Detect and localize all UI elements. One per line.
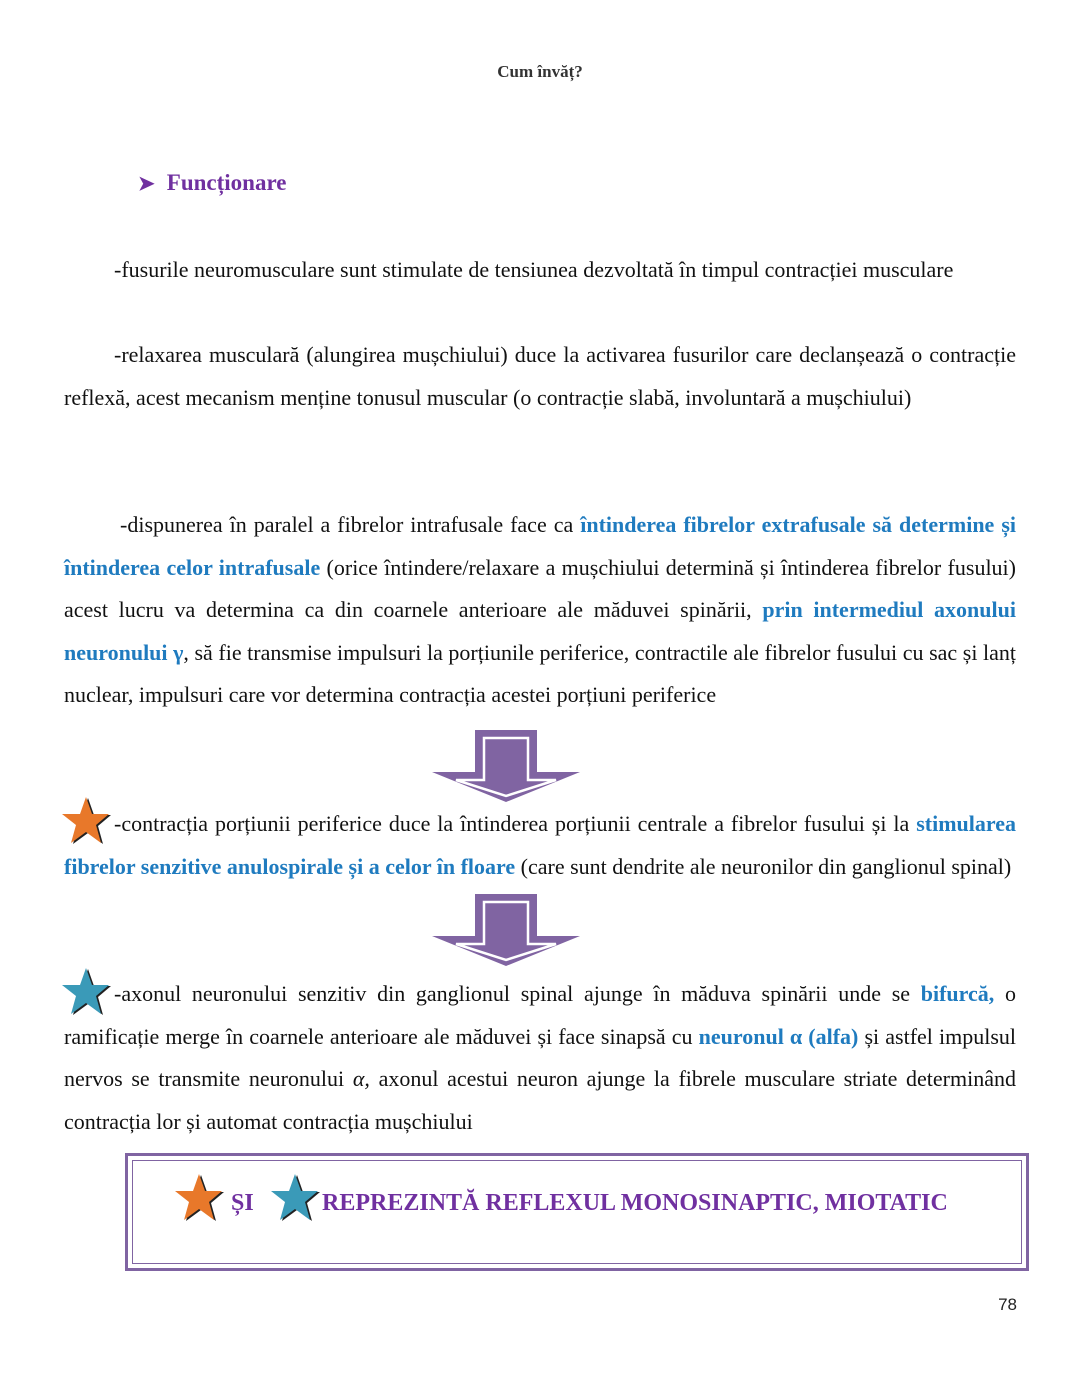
text: -dispunerea în paralel a fibrelor intrafusale face ca xyxy=(120,512,581,537)
paragraph-4 xyxy=(64,803,1016,888)
paragraph-5 xyxy=(64,973,1016,1143)
text: și astfel impulsul nervos se transmite neuronului xyxy=(64,1023,1016,1092)
blue-star-icon xyxy=(270,1173,320,1223)
text: , să fie transmise impulsuri la porțiunile periferice, contractile ale fibrelor fusului cu sac și lanț nuclear, impulsuri care vor determina contracția acestei porțiuni periferice xyxy=(64,639,1016,708)
section-title: Funcționare xyxy=(166,170,287,195)
highlight-text: întinderea fibrelor extrafusale să determine și întinderea celor intrafusale xyxy=(64,512,1016,580)
highlight-text: stimularea fibrelor senzitive anulospirale și a celor în floare xyxy=(64,811,1016,879)
section-heading xyxy=(138,170,286,196)
chevron-right-icon: ➤ xyxy=(138,173,155,195)
page-header: Cum învăț? xyxy=(497,62,583,81)
down-arrow-icon xyxy=(428,728,584,804)
down-arrow-icon xyxy=(428,892,584,968)
summary-and: ȘI xyxy=(231,1190,254,1216)
highlight-text: bifurcă, xyxy=(920,981,995,1006)
text: axonul acestui neuron ajunge la fibrele musculare striate determinând contracția lor și automat contracția mușchiului xyxy=(64,1066,1016,1134)
text: (care sunt dendrite ale neuronilor din ganglionul spinal) xyxy=(515,853,1012,879)
text: (orice întindere/relaxare a mușchiului determină și întinderea fibrelor fusului) acest lucru va determina ca din coarnele anterioare ale măduvei spinării, xyxy=(64,554,1016,623)
highlight-text: prin intermediul axonului neuronului γ xyxy=(64,597,1016,665)
orange-star-icon xyxy=(174,1173,224,1223)
page-number: 78 xyxy=(998,1295,1017,1314)
text: o ramificație merge în coarnele anterioare ale măduvei și face sinapsă cu xyxy=(64,981,1017,1049)
paragraph-1 xyxy=(64,249,1016,292)
text: -contracția porțiunii periferice duce la întinderea porțiunii centrale a fibrelor fusului și la xyxy=(114,811,917,836)
highlight-text: neuronul α (alfa) xyxy=(698,1023,859,1049)
paragraph-3 xyxy=(64,504,1016,717)
summary-text: REPREZINTĂ REFLEXUL MONOSINAPTIC, MIOTATIC xyxy=(322,1190,948,1216)
paragraph-2 xyxy=(64,334,1016,419)
alpha-text: α, xyxy=(352,1066,370,1092)
text: -axonul neuronului senzitiv din ganglionul spinal ajunge în măduva spinării unde se xyxy=(114,981,921,1006)
text: -fusurile neuromusculare sunt stimulate de tensiunea dezvoltată în timpul contracției musculare xyxy=(114,257,954,282)
text: -relaxarea musculară (alungirea mușchiului) duce la activarea fusurilor care declanșează o contracție reflexă, acest mecanism menține tonusul muscular (o contracție slabă, involuntară a mușchiului) xyxy=(64,342,1016,410)
